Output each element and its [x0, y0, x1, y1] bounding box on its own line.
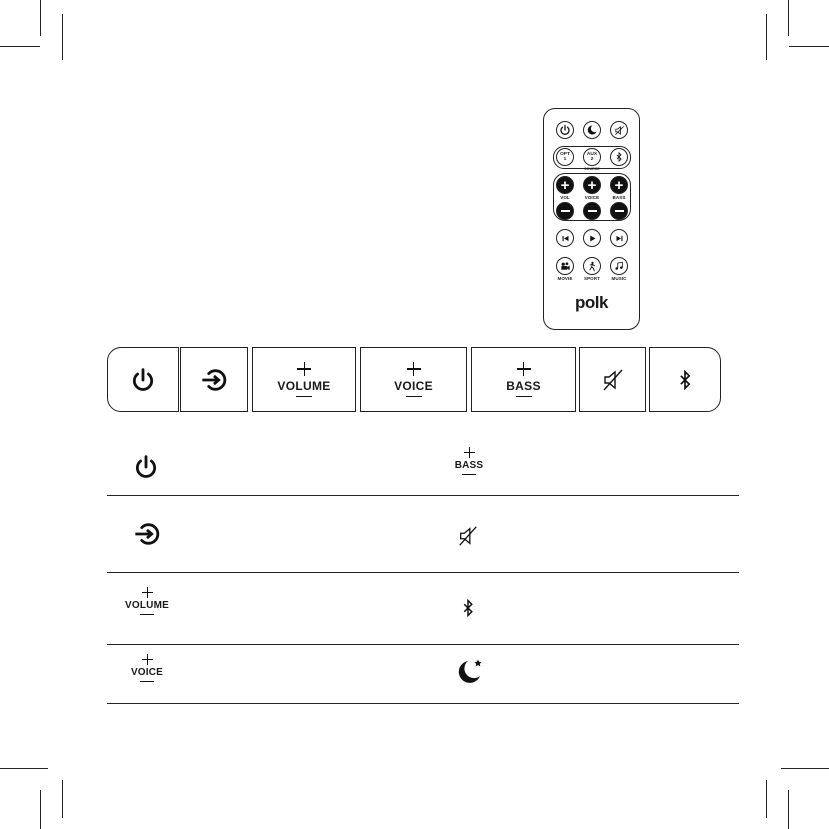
- prev-icon: [561, 234, 570, 243]
- next-track-button[interactable]: [610, 229, 628, 247]
- remote-mute-button[interactable]: [610, 121, 628, 139]
- sport-label: SPORT: [583, 276, 600, 281]
- crop-mark: [40, 790, 41, 829]
- crop-mark: [788, 790, 789, 829]
- crop-mark: [0, 46, 40, 47]
- crop-mark: [766, 14, 767, 60]
- bluetooth-icon: [614, 152, 624, 162]
- panel-voice-label: VOICE: [394, 378, 433, 393]
- minus-icon: [140, 614, 154, 615]
- panel-volume-control[interactable]: [252, 347, 356, 412]
- mute-icon: [601, 368, 625, 392]
- table-voice-label: VOICE: [130, 667, 164, 678]
- bass-label: BASS: [612, 195, 626, 200]
- panel-voice-control[interactable]: [360, 347, 467, 412]
- music-mode-button[interactable]: [610, 257, 628, 275]
- panel-bass-control[interactable]: [471, 347, 576, 412]
- table-divider: [107, 495, 739, 496]
- plus-icon: +: [587, 176, 597, 194]
- prev-track-button[interactable]: [556, 229, 574, 247]
- panel-input-button[interactable]: [180, 347, 248, 412]
- next-icon: [615, 234, 624, 243]
- crop-mark: [0, 768, 48, 769]
- crop-mark: [40, 0, 41, 36]
- play-pause-button[interactable]: [583, 229, 601, 247]
- source-label: SOURCE: [584, 167, 600, 171]
- bass-up-button[interactable]: [610, 176, 628, 194]
- night-mode-icon: [586, 124, 598, 136]
- input-icon: [200, 366, 228, 394]
- remote-bluetooth-button[interactable]: [610, 148, 628, 166]
- brand-logo: polk: [575, 293, 608, 312]
- table-divider: [107, 703, 739, 704]
- crop-mark: [62, 14, 63, 60]
- input-icon: [133, 520, 161, 548]
- voice-down-button[interactable]: [583, 202, 601, 220]
- bass-down-icon[interactable]: [516, 396, 532, 398]
- bluetooth-icon: [459, 598, 477, 618]
- table-row-mute: [457, 525, 479, 547]
- table-volume-label: VOLUME: [125, 600, 169, 611]
- table-row-night-mode: [455, 657, 485, 687]
- crop-mark: [62, 780, 63, 818]
- volume-down-icon[interactable]: [296, 396, 312, 398]
- music-icon: [614, 261, 624, 271]
- panel-bluetooth-button[interactable]: [649, 347, 721, 412]
- table-bass-label: BASS: [454, 460, 484, 471]
- minus-icon: [588, 210, 597, 212]
- play-icon: [588, 234, 597, 243]
- panel-volume-label: VOLUME: [277, 378, 331, 393]
- table-divider: [107, 572, 739, 573]
- mute-icon: [614, 125, 625, 136]
- plus-icon: [142, 587, 153, 598]
- vol-down-button[interactable]: [556, 202, 574, 220]
- plus-icon: +: [560, 176, 570, 194]
- remote-power-button[interactable]: [556, 121, 574, 139]
- panel-bass-label: BASS: [506, 378, 541, 393]
- crop-mark: [789, 46, 829, 47]
- bluetooth-icon: [675, 370, 695, 390]
- bass-down-button[interactable]: [610, 202, 628, 220]
- input-aux2-button[interactable]: AUX 2: [583, 148, 601, 166]
- minus-icon: [561, 210, 570, 212]
- voice-up-button[interactable]: [583, 176, 601, 194]
- table-row-bluetooth: [459, 598, 477, 618]
- crop-mark: [788, 0, 789, 36]
- plus-icon: [464, 447, 475, 458]
- table-row-bass: [444, 447, 494, 475]
- vol-label: VOL: [560, 195, 570, 200]
- table-row-voice: [122, 654, 172, 682]
- voice-label: VOICE: [584, 195, 600, 200]
- movie-mode-button[interactable]: [556, 257, 574, 275]
- voice-up-icon[interactable]: [407, 362, 421, 376]
- night-mode-icon: [455, 657, 485, 687]
- remote-night-mode-button[interactable]: [583, 121, 601, 139]
- voice-down-icon[interactable]: [406, 396, 422, 398]
- minus-icon: [140, 681, 154, 682]
- minus-icon: [615, 210, 624, 212]
- panel-power-button[interactable]: [107, 347, 179, 412]
- table-row-volume: [122, 587, 172, 615]
- crop-mark: [766, 780, 767, 818]
- sport-mode-button[interactable]: [583, 257, 601, 275]
- sport-icon: [587, 261, 598, 272]
- mute-icon: [457, 525, 479, 547]
- music-label: MUSIC: [611, 276, 627, 281]
- crop-mark: [781, 768, 829, 769]
- power-icon: [559, 124, 571, 136]
- movie-icon: [560, 261, 571, 272]
- bass-up-icon[interactable]: [517, 362, 531, 376]
- input-opt1-button[interactable]: OPT 1: [556, 148, 574, 166]
- volume-up-icon[interactable]: [297, 362, 311, 376]
- minus-icon: [462, 474, 476, 475]
- table-divider: [107, 644, 739, 645]
- table-row-power: [133, 454, 159, 480]
- vol-up-button[interactable]: [556, 176, 574, 194]
- panel-mute-button[interactable]: [579, 347, 646, 412]
- plus-icon: +: [614, 176, 624, 194]
- table-row-input: [133, 520, 161, 548]
- plus-icon: [142, 654, 153, 665]
- power-icon: [130, 367, 156, 393]
- movie-label: MOVIE: [557, 276, 573, 281]
- remote-control: [543, 108, 640, 330]
- power-icon: [133, 454, 159, 480]
